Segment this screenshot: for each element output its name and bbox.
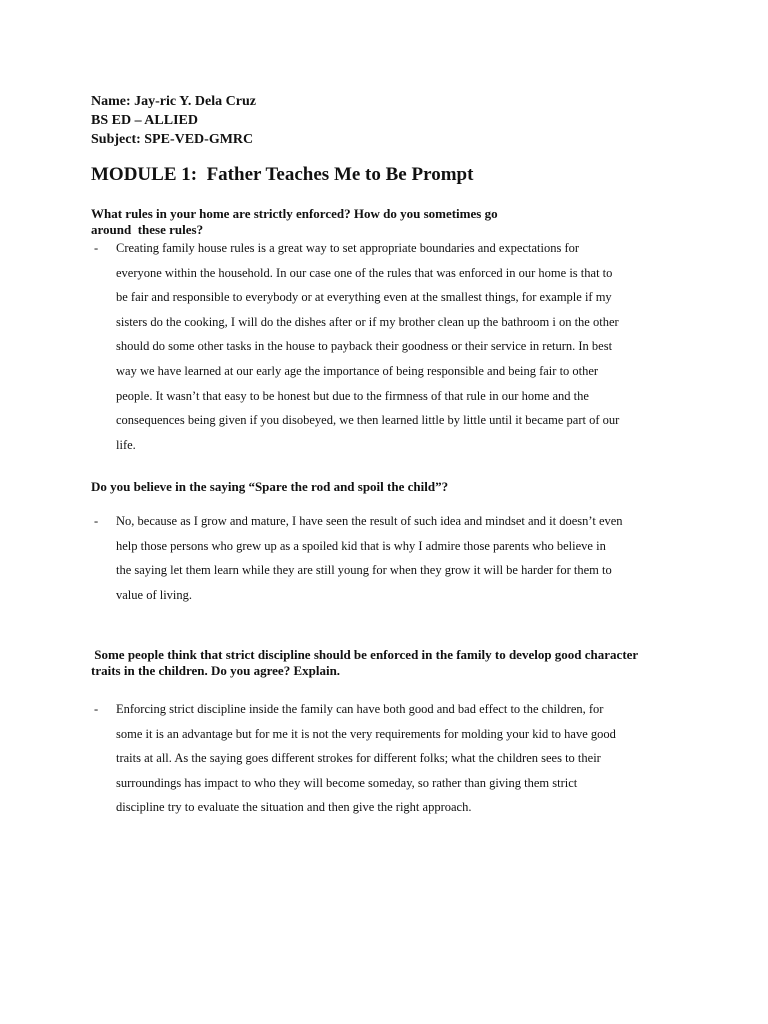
question-line: What rules in your home are strictly enforced? How do you sometimes go xyxy=(91,206,498,221)
question-line: traits in the children. Do you agree? Explain. xyxy=(91,663,341,678)
answer-line: some it is an advantage but for me it is not the very requirements for molding your kid to have good xyxy=(116,726,616,741)
bullet-dash: - xyxy=(94,241,99,255)
bullet-dash: - xyxy=(94,514,99,528)
answer-line: everyone within the household. In our case one of the rules that was enforced in our home is that to xyxy=(116,265,613,280)
answer-line: value of living. xyxy=(116,587,193,602)
answer-line: life. xyxy=(116,437,136,452)
answer-line: should do some other tasks in the house to payback their goodness or their service in return. In best xyxy=(116,339,613,354)
answer-line: way we have learned at our early age the importance of being responsible and being fair to other xyxy=(116,363,599,378)
question-line: around these rules? xyxy=(91,222,204,237)
question-line: Do you believe in the saying “Spare the rod and spoil the child”? xyxy=(91,479,449,494)
answer-line: help those persons who grew up as a spoiled kid that is why I admire those parents who believe in xyxy=(116,538,606,553)
answer-line: traits at all. As the saying goes different strokes for different folks; what the children sees to their xyxy=(116,751,601,766)
answer-line: sisters do the cooking, I will do the dishes after or if my brother clean up the bathroom i on the other xyxy=(116,314,619,329)
answer-1 xyxy=(91,236,691,457)
bullet-dash: - xyxy=(94,702,99,716)
student-course: BS ED – ALLIED xyxy=(91,113,198,128)
answer-line: No, because as I grow and mature, I have seen the result of such idea and mindset and it doesn’t even xyxy=(116,514,623,528)
module-title: MODULE 1: Father Teaches Me to Be Prompt xyxy=(91,164,474,185)
answer-line: Creating family house rules is a great way to set appropriate boundaries and expectations for xyxy=(116,241,580,255)
question-1 xyxy=(91,206,691,238)
answer-2 xyxy=(91,509,691,607)
question-line: Some people think that strict discipline should be enforced in the family to develop good character xyxy=(91,647,639,662)
answer-line: consequences being given if you disobeyed, we then learned little by little until it became part of our xyxy=(116,413,620,428)
question-2 xyxy=(91,479,691,495)
answer-line: people. It wasn’t that easy to be honest but due to the firmness of that rule in our home and the xyxy=(116,388,589,403)
question-3 xyxy=(91,647,691,679)
student-name: Name: Jay-ric Y. Dela Cruz xyxy=(91,94,256,109)
student-subject: Subject: SPE-VED-GMRC xyxy=(91,132,254,147)
answer-line: Enforcing strict discipline inside the family can have both good and bad effect to the children, for xyxy=(116,702,604,716)
answer-line: surroundings has impact to who they will become someday, so rather than giving them strict xyxy=(116,775,578,790)
student-info xyxy=(91,92,256,149)
answer-line: the saying let them learn while they are still young for when they grow it will be harder for them to xyxy=(116,563,612,578)
answer-line: discipline try to evaluate the situation and then give the right approach. xyxy=(116,800,472,815)
answer-3 xyxy=(91,697,691,820)
answer-line: be fair and responsible to everybody or at everything even at the smallest things, for example if my xyxy=(116,290,612,305)
